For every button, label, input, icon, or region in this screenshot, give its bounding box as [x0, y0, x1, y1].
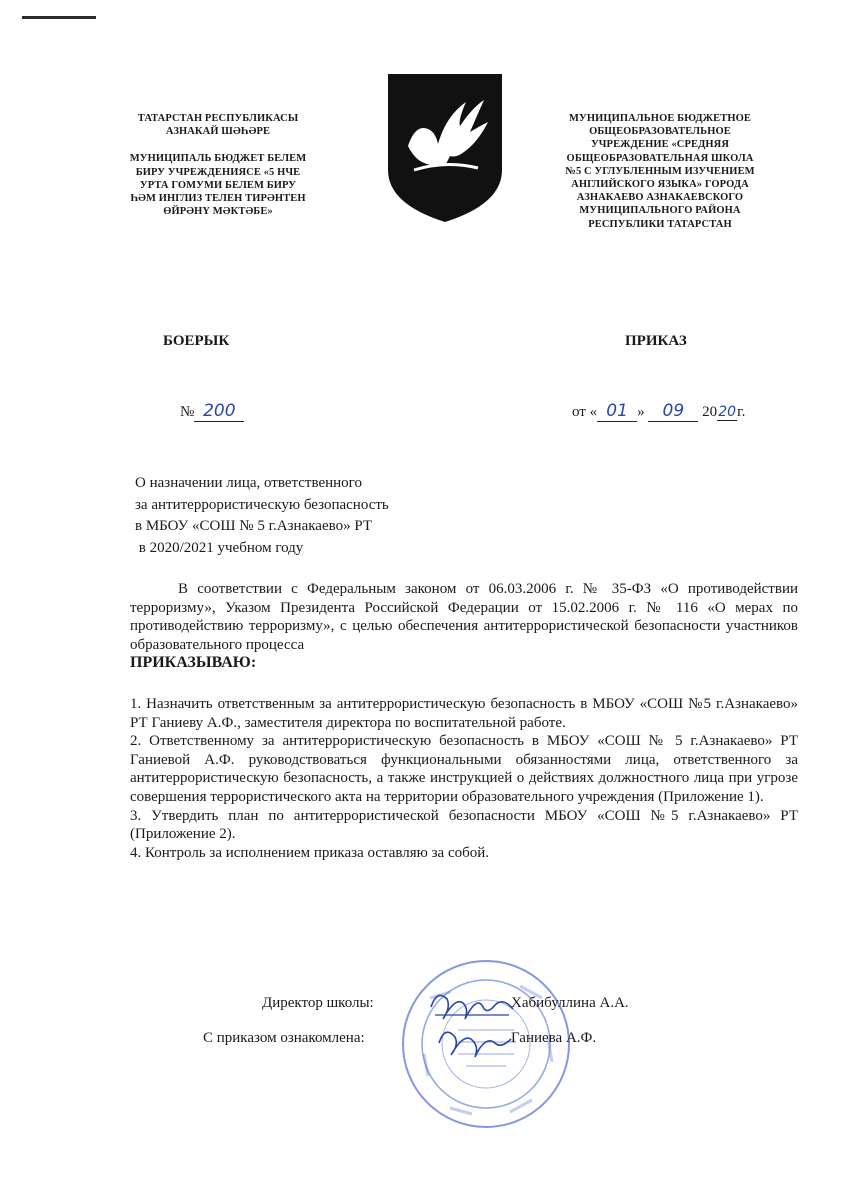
header-line: ҺӘМ ИНГЛИЗ ТЕЛЕН ТИРӘНТЕН: [130, 193, 306, 205]
header-line: БИРУ УЧРЕЖДЕНИЯСЕ «5 НЧЕ: [135, 166, 301, 178]
subject-line: О назначении лица, ответственного: [135, 475, 362, 491]
order-item: 1. Назначить ответственным за антитеррористическую безопасность в МБОУ «СОШ №5 г.Азнакаево» РТ Ганиеву А.Ф., заместителя директора по воспитательной работе.: [130, 696, 798, 731]
header-line: МУНИЦИПАЛЬ БЮДЖЕТ БЕЛЕМ: [129, 153, 307, 165]
subject-line: за антитеррористическую безопасность: [135, 496, 389, 513]
order-date: [572, 401, 745, 422]
acknowledged-label: С приказом ознакомлена:: [203, 1030, 365, 1046]
header-line: АЗНАКАЙ ШӘҺӘРЕ: [165, 126, 271, 138]
number-value: 200: [194, 401, 244, 422]
date-suffix: г.: [737, 404, 746, 420]
doc-kind-tatar: БОЕРЫК: [163, 333, 230, 349]
header-line: №5 С УГЛУБЛЕННЫМ ИЗУЧЕНИЕМ: [565, 165, 755, 177]
header-line: УЧРЕЖДЕНИЕ «СРЕДНЯЯ: [590, 139, 730, 151]
header-line: УРТА ГОМУМИ БЕЛЕМ БИРУ: [139, 179, 297, 191]
acknowledged-name: Ганиева А.Ф.: [511, 1030, 597, 1046]
date-mid: »: [637, 404, 645, 420]
preamble: В соответствии с Федеральным законом от 06.03.2006 г. № 35-ФЗ «О противодействии терроризму», Указом Президента Российской Федерации от 15.02.2006 г. № 116 «О мерах по противодействию терроризму», с целью обеспечения антитеррористической безопасности участников образовательного процесса: [130, 581, 798, 653]
date-month: 09: [648, 401, 698, 422]
director-label: Директор школы:: [262, 995, 374, 1011]
order-item: 4. Контроль за исполнением приказа оставляю за собой.: [130, 844, 490, 861]
header-line: РЕСПУБЛИКИ ТАТАРСТАН: [588, 218, 732, 230]
order-item: 3. Утвердить план по антитеррористической безопасности МБОУ «СОШ №5 г.Азнакаево» РТ (Приложение 2).: [130, 807, 798, 843]
date-day: 01: [597, 401, 637, 422]
subject-line: в 2020/2021 учебном году: [135, 539, 304, 556]
header-line: МУНИЦИПАЛЬНОЕ БЮДЖЕТНОЕ: [569, 113, 751, 124]
header-line: МУНИЦИПАЛЬНОГО РАЙОНА: [579, 205, 741, 217]
header-line: АНГЛИЙСКОГО ЯЗЫКА» ГОРОДА: [571, 179, 749, 191]
order-number: [180, 401, 244, 422]
date-year-prefix: 20: [702, 404, 718, 420]
scan-artifact: [22, 16, 96, 19]
city-emblem-icon: [386, 72, 504, 224]
subject-line: в МБОУ «СОШ № 5 г.Азнакаево» РТ: [135, 518, 373, 534]
signature-icon: [425, 985, 520, 1065]
date-year-hand: 20: [718, 404, 737, 420]
header-line: ОБЩЕОБРАЗОВАТЕЛЬНАЯ ШКОЛА: [566, 152, 754, 164]
order-word: ПРИКАЗЫВАЮ:: [130, 654, 257, 671]
header-line: ОБЩЕОБРАЗОВАТЕЛЬНОЕ: [589, 126, 731, 138]
date-prefix: от «: [572, 404, 598, 420]
doc-kind-russian: ПРИКАЗ: [625, 333, 687, 349]
order-items: [130, 695, 798, 862]
number-prefix: №: [180, 404, 195, 420]
header-russian: [545, 112, 775, 231]
header-line: ӨЙРӘНҮ МӘКТӘБЕ»: [163, 206, 273, 218]
order-subject: [135, 473, 389, 559]
header-line: АЗНАКАЕВО АЗНАКАЕВСКОГО: [576, 192, 744, 204]
header-line: ТАТАРСТАН РЕСПУБЛИКАСЫ: [137, 113, 299, 124]
order-item: 2. Ответственному за антитеррористическую безопасность в МБОУ «СОШ № 5 г.Азнакаево» РТ Ганиевой А.Ф. руководствоваться функциональными обязанностями лица, ответственного за антитеррористическую безопасность, а также инструкцией о действиях должностного лица при угрозе совершения террористического акта на территории образовательного учреждения (Приложение 1).: [130, 733, 798, 805]
director-name: Хабибуллина А.А.: [511, 995, 629, 1011]
header-tatar: [118, 112, 318, 218]
